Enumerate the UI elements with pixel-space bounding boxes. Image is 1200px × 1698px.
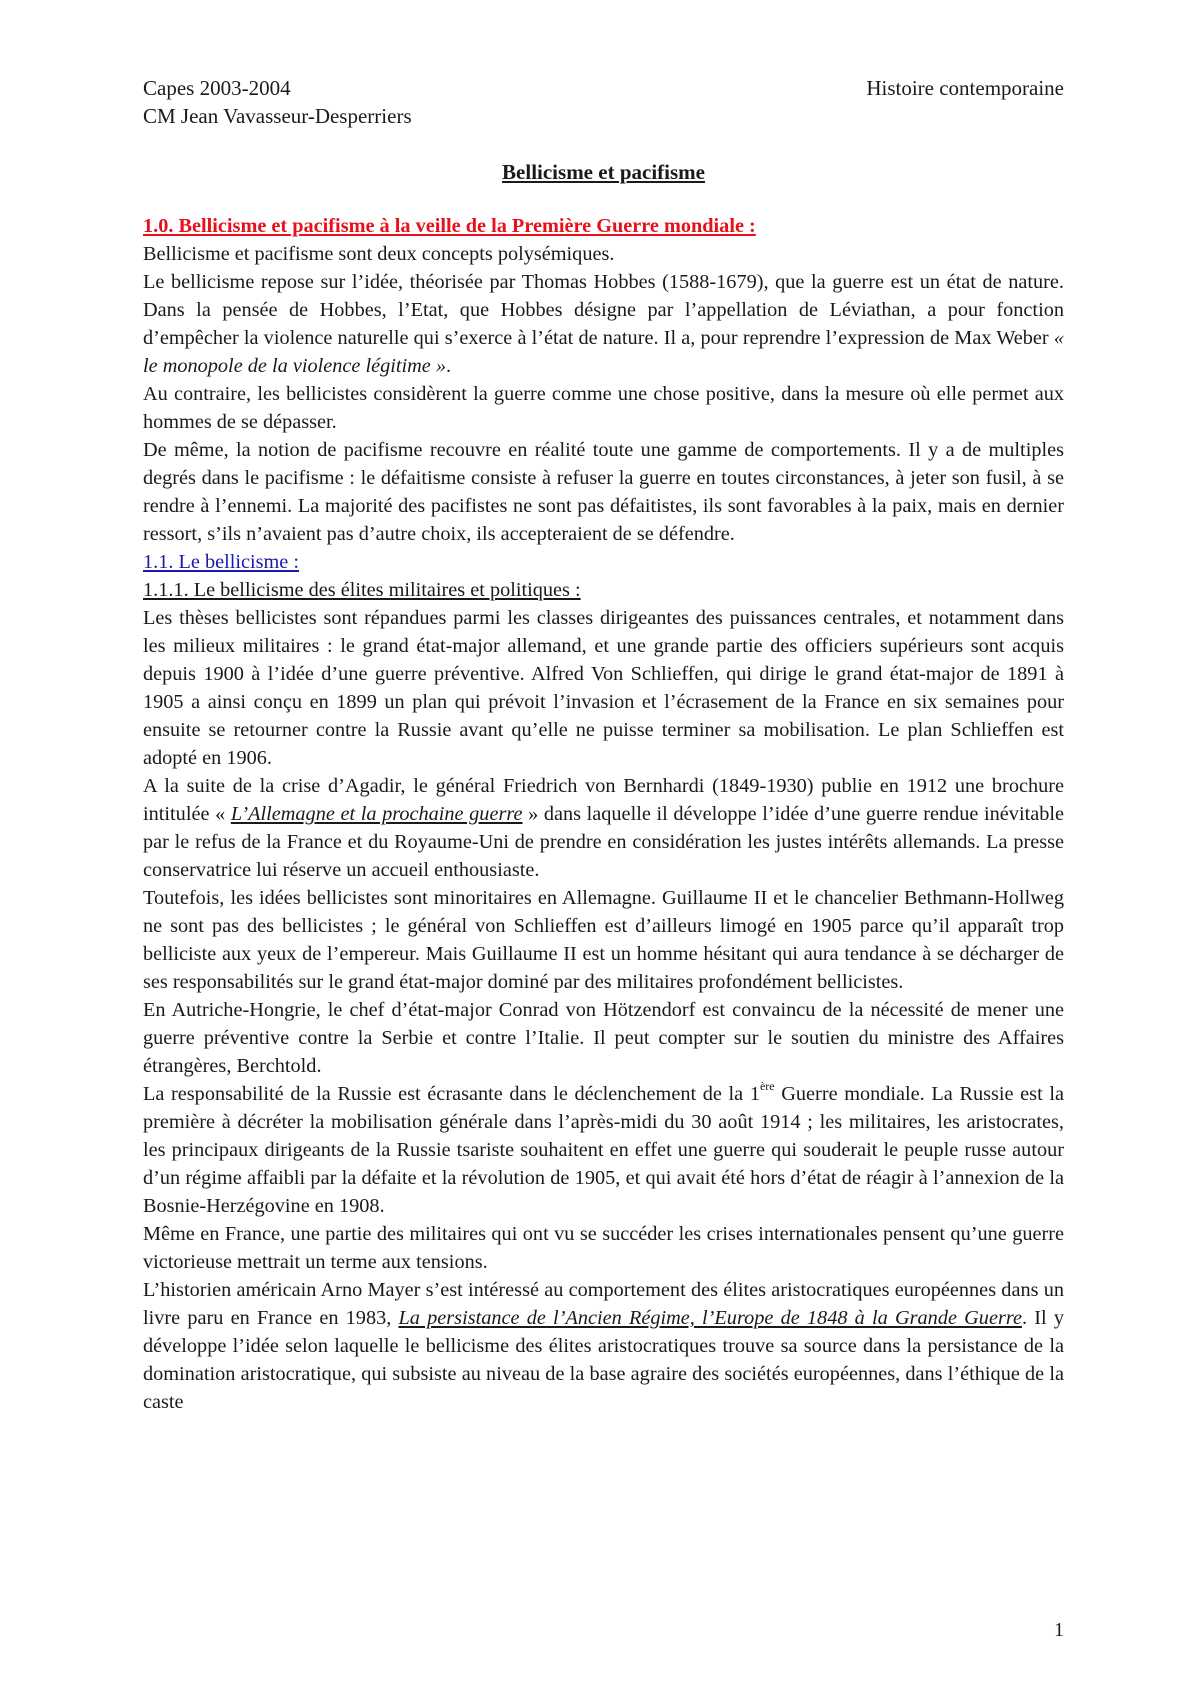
paragraph: De même, la notion de pacifisme recouvre en réalité toute une gamme de comportements. Il y a de multiples degrés dans le pacifisme : le défaitisme consiste à refuser la guerre en toutes circonstances, à jeter son fusil, à se rendre à l’ennemi. La majorité des pacifistes ne sont pas défaitistes, ils sont favorables à la paix, mais en dernier ressort, s’ils n’avaient pas d’autre choix, ils accepteraient de se défendre. [143,439,1064,545]
paragraph: A la suite de la crise d’Agadir, le général Friedrich von Bernhardi (1849-1930) publie en 1912 une brochure intitulée « L’Allemagne et la prochaine guerre » dans laquelle il développe l’idée d’une guerre rendue inévitable par le refus de la France et du Royaume-Uni de prendre en considération les justes intérêts allemands. La presse conservatrice lui réserve un accueil enthousiaste. [143,775,1064,881]
document-title: Bellicisme et pacifisme [502,160,705,184]
page-number: 1 [1054,1619,1064,1641]
paragraph: Les thèses bellicistes sont répandues parmi les classes dirigeantes des puissances centrales, et notamment dans les milieux militaires : le grand état-major allemand, et une grande partie des officiers supérieurs sont acquis depuis 1900 à l’idée d’une guerre préventive. Alfred Von Schlieffen, qui dirige le grand état-major de 1891 à 1905 a ainsi conçu en 1899 un plan qui prévoit l’invasion et l’écrasement de la France en six semaines pour ensuite se retourner contre la Russie avant qu’elle ne puisse terminer sa mobilisation. Le plan Schlieffen est adopté en 1906. [143,607,1064,769]
section-heading-1-1-1: 1.1.1. Le bellicisme des élites militaires et politiques : [143,579,581,601]
header-subject: Histoire contemporaine [866,76,1064,100]
book-title-bernhardi: L’Allemagne et la prochaine guerre [230,803,523,825]
section-heading-1-1: 1.1. Le bellicisme : [143,551,300,573]
section-heading-1-0: 1.0. Bellicisme et pacifisme à la veille de la Première Guerre mondiale : [143,215,756,237]
paragraph: Le bellicisme repose sur l’idée, théorisée par Thomas Hobbes (1588-1679), que la guerre est un état de nature. Dans la pensée de Hobbes, l’Etat, que Hobbes désigne par l’appellation de Léviathan, a pour fonction d’empêcher la violence naturelle qui s’exerce à l’état de nature. Il a, pour reprendre l’expression de Max Weber « le monopole de la violence légitime ». [143,271,1064,377]
paragraph: Toutefois, les idées bellicistes sont minoritaires en Allemagne. Guillaume II et le chancelier Bethmann-Hollweg ne sont pas des bellicistes ; le général von Schlieffen est d’ailleurs limogé en 1905 parce qu’il apparaît trop belliciste aux yeux de l’empereur. Mais Guillaume II est un homme hésitant qui aura tendance à se décharger de ses responsabilités sur le grand état-major dominé par des militaires profondément bellicistes. [143,887,1064,993]
paragraph: Au contraire, les bellicistes considèrent la guerre comme une chose positive, dans la mesure où elle permet aux hommes de se dépasser. [143,383,1064,433]
weber-quote: « le monopole de la violence légitime » [143,327,1064,377]
paragraph: En Autriche-Hongrie, le chef d’état-major Conrad von Hötzendorf est convaincu de la nécessité de mener une guerre préventive contre la Serbie et contre l’Italie. Il peut compter sur le soutien du ministre des Affaires étrangères, Berchtold. [143,999,1064,1077]
paragraph: L’historien américain Arno Mayer s’est intéressé au comportement des élites aristocratiques européennes dans un livre paru en France en 1983, La persistance de l’Ancien Régime, l’Europe de 1848 à la Grande Guerre. Il y développe l’idée selon laquelle le bellicisme des élites aristocratiques trouve sa source dans la persistance de la domination aristocratique, qui subsiste au niveau de la base agraire des sociétés européennes, dans l’éthique de la caste [143,1279,1064,1413]
header-course: Capes 2003-2004 [143,76,291,100]
document-body [143,212,1064,1416]
superscript: ère [759,1079,775,1094]
paragraph: La responsabilité de la Russie est écrasante dans le déclenchement de la 1ère Guerre mondiale. La Russie est la première à décréter la mobilisation générale dans l’après-midi du 30 août 1914 ; les militaires, les aristocrates, les principaux dirigeants de la Russie tsariste souhaitent en effet une guerre qui souderait le peuple russe autour d’un régime affaibli par la défaite et la révolution de 1905, et qui avait été hors d’état de réagir à l’annexion de la Bosnie-Herzégovine en 1908. [143,1079,1064,1217]
book-title-mayer: La persistance de l’Ancien Régime, l’Europe de 1848 à la Grande Guerre [398,1307,1022,1329]
paragraph: Même en France, une partie des militaires qui ont vu se succéder les crises internationales pensent qu’une guerre victorieuse mettrait un terme aux tensions. [143,1223,1064,1273]
header-lecturer: CM Jean Vavasseur-Desperriers [143,104,412,128]
paragraph: Bellicisme et pacifisme sont deux concepts polysémiques. [143,243,615,265]
